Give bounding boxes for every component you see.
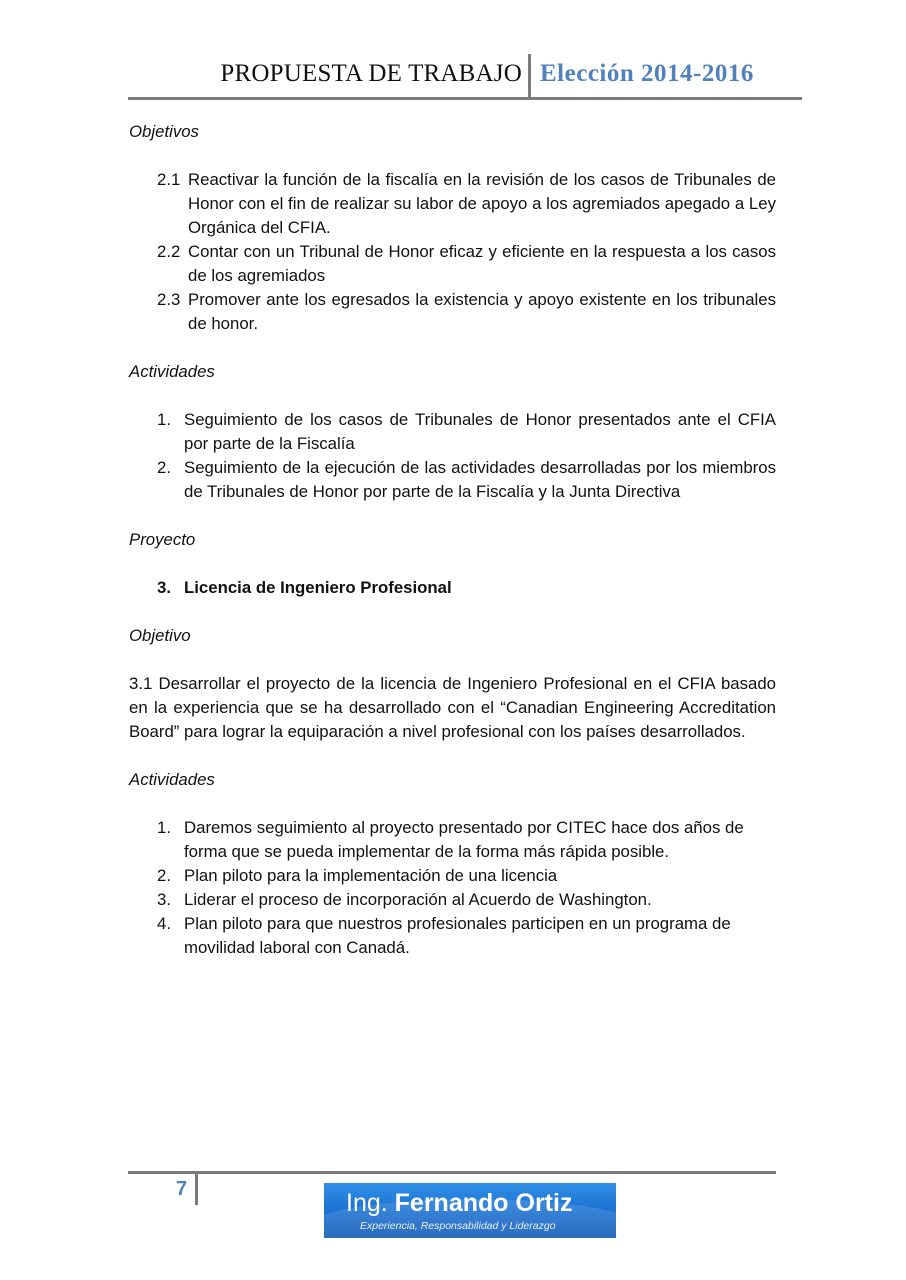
list-item [129,408,776,456]
page-body [129,120,776,960]
logo-prefix: Ing. [346,1189,395,1217]
item-text: Reactivar la función de la fiscalía en la revisión de los casos de Tribunales de Honor con el fin de realizar su labor de apoyo a los agremiados apegado a Ley Orgánica del CFIA. [188,170,776,237]
item-number: 1. [157,410,171,429]
item-text: Contar con un Tribunal de Honor eficaz y eficiente en la respuesta a los casos de los agremiados [188,242,776,285]
logo-name [346,1189,572,1218]
list-item [129,888,776,912]
logo-tagline: Experiencia, Responsabilidad y Liderazgo [360,1220,556,1232]
logo-candidate-name: Fernando Ortiz [394,1189,573,1217]
objetivo-paragraph: 3.1 Desarrollar el proyecto de la licencia de Ingeniero Profesional en el CFIA basado en la experiencia que se ha desarrollado con el “Canadian Engineering Accreditation Board” para lograr la equiparación a nivel profesional con los países desarrollados. [129,674,776,741]
item-text: Promover ante los egresados la existencia y apoyo existente en los tribunales de honor. [188,290,776,333]
header-rule [128,97,802,100]
project-number: 3. [157,578,171,597]
project-title: Licencia de Ingeniero Profesional [184,578,452,597]
actividades-list-2 [129,816,776,960]
actividades-list [129,408,776,504]
list-item [129,168,776,240]
objetivos-list [129,168,776,336]
item-text: Plan piloto para que nuestros profesionales participen en un programa de movilidad laboral con Canadá. [184,914,731,957]
project-item [129,576,776,600]
footer-rule [128,1171,776,1174]
item-text: Liderar el proceso de incorporación al Acuerdo de Washington. [184,890,652,909]
item-number: 2.1 [157,170,181,189]
section-heading-proyecto: Proyecto [129,530,196,549]
list-item [129,456,776,504]
list-item [129,864,776,888]
list-item [129,912,776,960]
list-item [129,816,776,864]
item-text: Plan piloto para la implementación de una licencia [184,866,558,885]
section-heading-objetivos: Objetivos [129,122,199,141]
item-number: 2. [157,458,171,477]
item-number: 3. [157,890,171,909]
page-number: 7 [176,1178,188,1200]
item-number: 1. [157,818,171,837]
section-heading-actividades-2: Actividades [129,770,215,789]
section-heading-objetivo: Objetivo [129,626,191,645]
item-text: Daremos seguimiento al proyecto presentado por CITEC hace dos años de forma que se pueda implementar de la forma más rápida posible. [184,818,744,861]
project-list [129,576,776,600]
item-number: 2. [157,866,171,885]
candidate-logo [324,1183,616,1238]
item-number: 4. [157,914,171,933]
header-divider [528,54,531,100]
footer-divider [195,1173,198,1205]
section-heading-actividades: Actividades [129,362,215,381]
item-number: 2.2 [157,242,181,261]
election-period: Elección 2014-2016 [540,60,754,87]
item-text: Seguimiento de la ejecución de las actividades desarrolladas por los miembros de Tribunales de Honor por parte de la Fiscalía y la Junta Directiva [184,458,776,501]
list-item [129,288,776,336]
item-number: 2.3 [157,290,181,309]
document-title: PROPUESTA DE TRABAJO [220,60,522,87]
list-item [129,240,776,288]
item-text: Seguimiento de los casos de Tribunales de Honor presentados ante el CFIA por parte de la Fiscalía [184,410,776,453]
